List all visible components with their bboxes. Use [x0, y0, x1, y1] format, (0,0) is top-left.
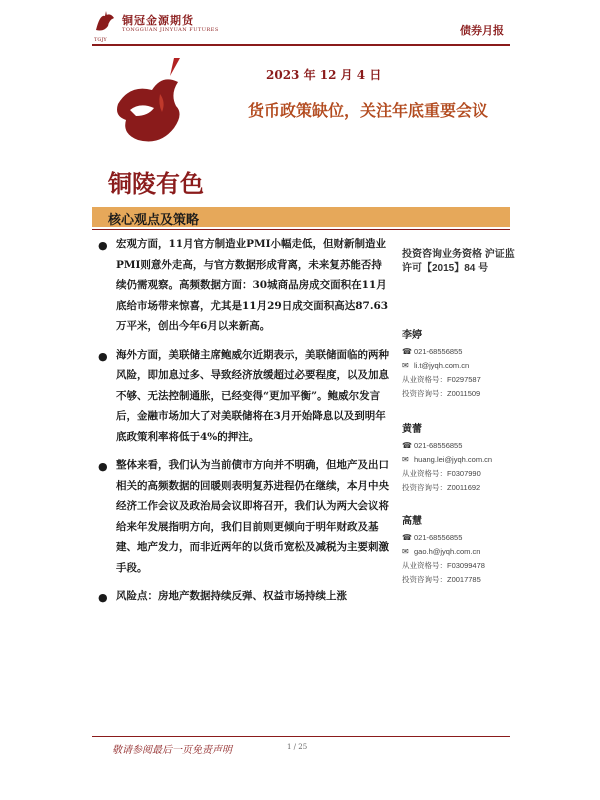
phone-icon: ☎: [402, 347, 412, 356]
section-divider: [92, 229, 510, 230]
section-title: 核心观点及策略: [108, 213, 200, 228]
analyst-practice-no: 从业资格号：F0297587: [402, 375, 481, 384]
key-points-list: [96, 234, 390, 607]
phone-icon: ☎: [402, 533, 412, 542]
footer-divider: [92, 736, 510, 737]
header-divider: [92, 44, 510, 46]
phone-icon: ☎: [402, 441, 412, 450]
key-point: [96, 345, 390, 448]
company-name: 铜冠金源期货: [122, 14, 194, 27]
qualification-text: 投资咨询业务资格 沪证监许可【2015】84 号: [402, 249, 515, 274]
company-name-en: TONGGUAN JINYUAN FUTURES: [122, 27, 219, 33]
key-point: [96, 586, 390, 607]
key-point-text: 风险点：房地产数据持续反弹、权益市场持续上涨: [116, 590, 347, 602]
key-point-text: 海外方面，美联储主席鲍威尔近期表示，美联储面临的两种风险，即加息过多、导致经济放缓超过必要程度，以及加息不够、无法控制通胀，已经变得“更加平衡”。鲍威尔发言后，金融市场加大了对美联储将在3月开始降息以及到明年底政策利率将低于4%的押注。: [116, 348, 389, 443]
bullet-icon: ●: [98, 591, 108, 604]
calligraphy-text: 铜陵有色: [108, 169, 204, 198]
emblem-logo-icon: [100, 54, 220, 204]
report-title: 货币政策缺位，关注年底重要会议: [248, 101, 489, 120]
report-date: 2023 年 12 月 4 日: [266, 68, 382, 82]
qualification-block: [402, 248, 532, 276]
key-point: [96, 455, 390, 578]
analyst-name: 黄蕾: [402, 424, 422, 435]
key-point: [96, 234, 390, 337]
analyst-practice-no: 从业资格号：F0307990: [402, 469, 481, 478]
company-abbr: TGJY: [94, 37, 107, 43]
envelope-icon: ✉: [402, 361, 409, 370]
page-number: 1 / 25: [287, 743, 308, 751]
page-header: [0, 0, 600, 50]
envelope-icon: ✉: [402, 455, 409, 464]
analyst-phone: ☎ 021-68556855: [402, 439, 532, 453]
analyst-phone: ☎ 021-68556855: [402, 531, 532, 545]
analyst-card: [402, 420, 532, 495]
analyst-name: 李婷: [402, 330, 422, 341]
company-logo-icon: [92, 10, 118, 36]
disclaimer-note: 敬请参阅最后一页免责声明: [112, 745, 232, 756]
analyst-email: ✉ gao.h@jyqh.com.cn: [402, 545, 532, 559]
analyst-name: 高慧: [402, 516, 422, 527]
analyst-consult-no: 投资咨询号：Z0011509: [402, 389, 481, 398]
analyst-phone: ☎ 021-68556855: [402, 345, 532, 359]
envelope-icon: ✉: [402, 547, 409, 556]
analyst-consult-no: 投资咨询号：Z0011692: [402, 483, 481, 492]
bullet-icon: ●: [98, 349, 108, 363]
analyst-email: ✉ huang.lei@jyqh.com.cn: [402, 453, 532, 467]
analyst-email: ✉ li.t@jyqh.com.cn: [402, 359, 532, 373]
analyst-practice-no: 从业资格号：F03099478: [402, 561, 485, 570]
analyst-card: [402, 326, 532, 401]
key-point-text: 宏观方面，11月官方制造业PMI小幅走低，但财新制造业PMI则意外走高，与官方数据形成背离，未来复苏能否持续仍需观察。高频数据方面：30城商品房成交面积在11月底给市场带来惊喜，尤其是11月29日成交面积高达87.63万平米，创出今年6月以来新高。: [116, 238, 389, 332]
analyst-consult-no: 投资咨询号：Z0017785: [402, 575, 481, 584]
bullet-icon: ●: [98, 460, 108, 473]
bullet-icon: ●: [98, 239, 108, 252]
analyst-card: [402, 512, 532, 587]
key-point-text: 整体来看，我们认为当前债市方向并不明确，但地产及出口相关的高频数据的回暖则表明复苏进程仍在继续，本月中央经济工作会议及政治局会议即将召开，我们认为两大会议将给来年发展指明方向，我们目前则更倾向于明年财政及基建、地产发力，而非近两年的以货币宽松及减税为主要刺激手段。: [116, 459, 389, 574]
section-header-bar: [92, 207, 510, 227]
report-type: 债券月报: [460, 24, 504, 37]
